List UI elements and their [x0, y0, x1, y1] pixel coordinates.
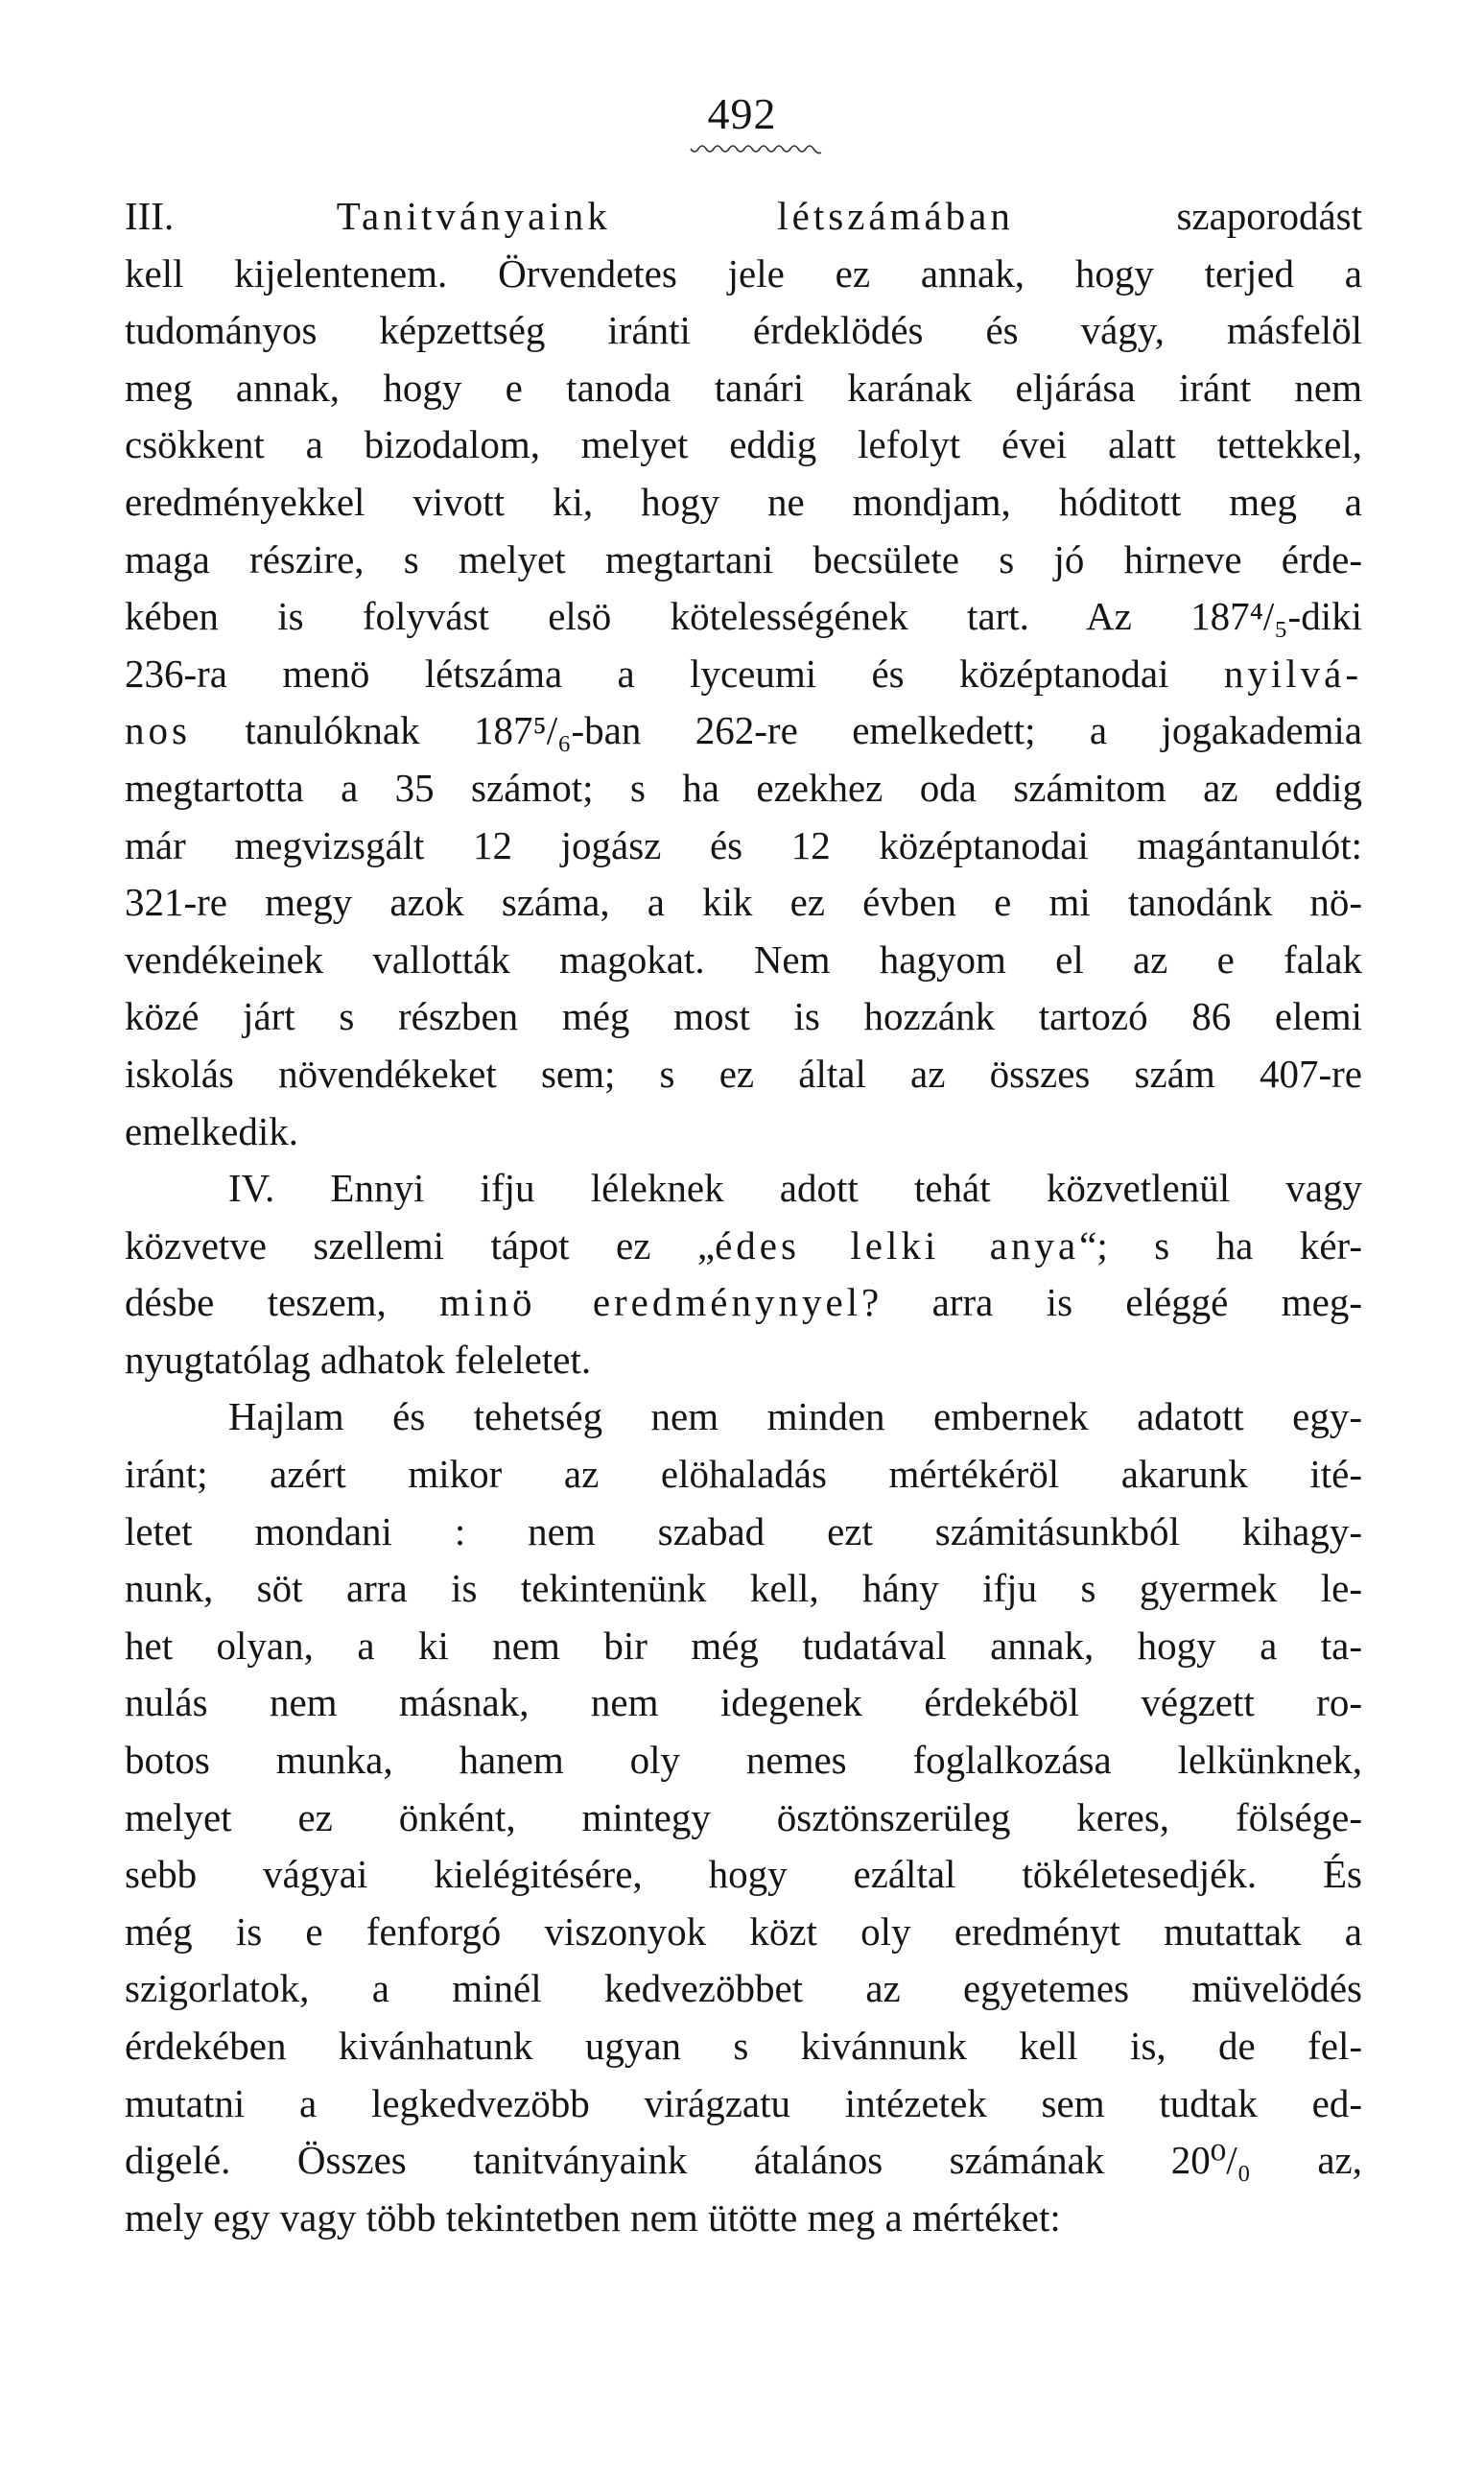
page-number-ornament — [0, 144, 1484, 161]
text-line — [125, 874, 1362, 932]
text-line — [125, 1618, 1362, 1675]
text-segment: iskolás növendékeket sem; s ez által az összes szám 407-re — [125, 1051, 1362, 1096]
text-segment: Hajlam és tehetség nem minden embernek adatott egy- — [228, 1394, 1362, 1439]
text-line — [125, 1846, 1362, 1904]
text-segment: kében is folyvást elsö kötelességének tart. Az 187⁴/₅-diki — [125, 594, 1362, 639]
page-number: 492 — [707, 89, 777, 138]
text-line — [125, 2075, 1362, 2133]
text-line — [125, 588, 1362, 646]
text-segment: “; s ha kér- — [1079, 1222, 1363, 1268]
text-line — [125, 702, 1362, 760]
text-segment: eredményekkel vivott ki, hogy ne mondjam, hóditott meg a — [125, 479, 1362, 524]
text-line — [125, 474, 1362, 532]
text-line — [125, 532, 1362, 589]
text-segment: ? arra is eléggé meg- — [861, 1280, 1362, 1325]
text-line — [125, 1560, 1362, 1618]
text-segment: digelé. Összes tanitványaink átalános számának 20⁰/₀ az, — [125, 2138, 1362, 2183]
text-line — [125, 246, 1362, 303]
text-line — [125, 188, 1362, 246]
text-segment: nunk, söt arra is tekintenünk kell, hány ifju s gyermek le- — [125, 1566, 1362, 1611]
text-line — [125, 1904, 1362, 1961]
text-line — [125, 988, 1362, 1046]
text-segment: botos munka, hanem oly nemes foglalkozása lelkünknek, — [125, 1738, 1362, 1783]
text-segment: letet mondani : nem szabad ezt számitásunkból kihagy- — [125, 1508, 1362, 1553]
text-segment: désbe teszem, — [125, 1280, 440, 1325]
text-segment: szaporodást — [1013, 194, 1362, 238]
text-segment: már megvizsgált 12 jogász és 12 középtanodai magántanulót: — [125, 822, 1362, 867]
text-segment: közé járt s részben még most is hozzánk tartozó 86 elemi — [125, 994, 1362, 1039]
text-segment: III. — [125, 194, 337, 238]
text-line — [125, 1504, 1362, 1561]
text-segment: iránt; azért mikor az elöhaladás mértékéröl akarunk ité- — [125, 1452, 1362, 1497]
text-segment: nyugtatólag adhatok feleletet. — [125, 1337, 592, 1382]
text-line — [125, 1732, 1362, 1790]
text-line — [125, 1674, 1362, 1732]
text-segment: sebb vágyai kielégitésére, hogy ezáltal tökéletesedjék. És — [125, 1852, 1362, 1897]
wavy-rule-ornament — [689, 145, 823, 156]
text-line — [125, 646, 1362, 703]
text-line — [125, 2018, 1362, 2075]
text-segment: 321-re megy azok száma, a kik ez évben e mi tanodánk nö- — [125, 880, 1362, 925]
text-segment: szigorlatok, a minél kedvezöbbet az egyetemes müvelödés — [125, 1966, 1362, 2011]
text-line — [125, 1960, 1362, 2018]
text-line — [125, 1274, 1362, 1332]
text-line — [125, 1388, 1362, 1446]
text-line — [125, 2190, 1362, 2247]
spaced-emphasis-text: nyilvá- — [1223, 651, 1362, 696]
text-segment: vendékeinek vallották magokat. Nem hagyom el az e falak — [125, 936, 1362, 982]
text-line — [125, 1218, 1362, 1275]
text-segment: megtartotta a 35 számot; s ha ezekhez oda számitom az eddig — [125, 765, 1362, 810]
text-segment: nulás nem másnak, nem idegenek érdekéböl végzett ro- — [125, 1680, 1362, 1725]
text-segment: melyet ez önként, mintegy ösztönszerüleg keres, fölsége- — [125, 1794, 1362, 1839]
text-segment: mely egy vagy több tekintetben nem ütötte meg a mértéket: — [125, 2194, 1061, 2240]
text-segment: kell kijelentenem. Örvendetes jele ez annak, hogy terjed a — [125, 250, 1362, 296]
text-line — [125, 1332, 1362, 1389]
text-line — [125, 360, 1362, 417]
text-line — [125, 1160, 1362, 1218]
text-segment: emelkedik. — [125, 1108, 299, 1153]
text-line — [125, 932, 1362, 989]
text-segment: mutatni a legkedvezöbb virágzatu intézetek sem tudtak ed- — [125, 2080, 1362, 2125]
text-segment: 236-ra menö létszáma a lyceumi és középtanodai — [125, 651, 1224, 696]
text-segment: het olyan, a ki nem bir még tudatával annak, hogy a ta- — [125, 1623, 1362, 1668]
spaced-emphasis-text: Tanitványaink létszámában — [336, 194, 1014, 238]
text-segment: maga részire, s melyet megtartani becsülete s jó hirneve érde- — [125, 536, 1362, 581]
spaced-emphasis-text: édes lelki anya — [715, 1222, 1080, 1268]
text-segment: érdekében kivánhatunk ugyan s kivánnunk kell is, de fel- — [125, 2024, 1362, 2068]
text-segment: közvetve szellemi tápot ez „ — [125, 1222, 716, 1268]
spaced-emphasis-text: nos — [125, 708, 191, 753]
text-line — [125, 2132, 1362, 2190]
text-line — [125, 302, 1362, 360]
text-segment: csökkent a bizodalom, melyet eddig lefolyt évei alatt tettekkel, — [125, 422, 1362, 467]
text-line — [125, 760, 1362, 818]
text-segment: még is e fenforgó viszonyok közt oly eredményt mutattak a — [125, 1908, 1362, 1954]
text-segment: meg annak, hogy e tanoda tanári karának eljárása iránt nem — [125, 365, 1362, 410]
body-text — [125, 188, 1362, 2246]
text-line — [125, 1046, 1362, 1103]
text-line — [125, 416, 1362, 474]
text-line — [125, 1103, 1362, 1161]
spaced-emphasis-text: minö eredménynyel — [439, 1280, 862, 1325]
text-segment: tudományos képzettség iránti érdeklödés és vágy, másfelöl — [125, 308, 1362, 353]
text-line — [125, 1790, 1362, 1847]
text-segment: tanulóknak 187⁵/₆-ban 262-re emelkedett; a jogakademia — [190, 708, 1362, 753]
text-line — [125, 1446, 1362, 1504]
text-line — [125, 818, 1362, 875]
text-segment: IV. Ennyi ifju léleknek adott tehát közvetlenül vagy — [228, 1166, 1362, 1211]
